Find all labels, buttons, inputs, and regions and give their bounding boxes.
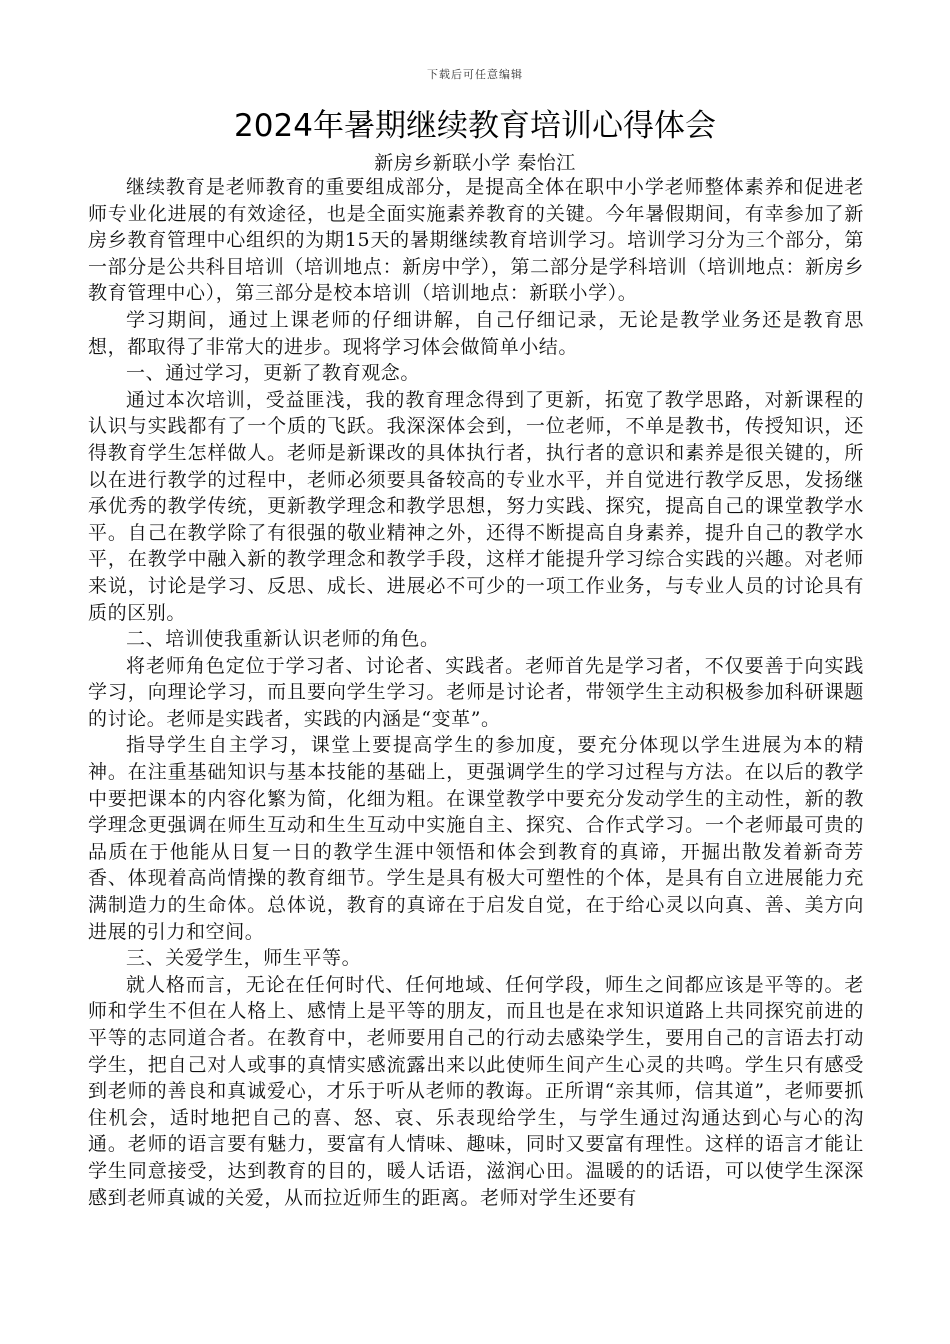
document-body bbox=[88, 174, 864, 1211]
paragraph-section-2b: 指导学生自主学习，课堂上要提高学生的参加度，要充分体现以学生进展为本的精神。在注重基础知识与基本技能的基础上，更强调学生的学习过程与方法。在以后的教学中要把课本的内容化繁为简，化细为粗。在课堂教学中要充分发动学生的主动性，新的教学理念更强调在师生互动和生生互动中实施自主、探究、合作式学习。一个老师最可贵的品质在于他能从日复一日的教学生涯中领悟和体会到教育的真谛，开掘出散发着新奇芳香、体现着高尚情操的教育细节。学生是具有极大可塑性的个体，是具有自立进展能力充满制造力的生命体。总体说，教育的真谛在于启发自觉，在于给心灵以向真、善、美方向进展的引力和空间。 bbox=[88, 734, 864, 943]
header-note: 下载后可任意编辑 bbox=[427, 68, 523, 81]
section-heading-3: 三、关爱学生，师生平等。 bbox=[126, 947, 362, 970]
section-heading-1: 一、通过学习，更新了教育观念。 bbox=[126, 362, 421, 385]
author-line: 新房乡新联小学 秦怡江 bbox=[374, 152, 576, 174]
paragraph-intro: 继续教育是老师教育的重要组成部分，是提高全体在职中小学老师整体素养和促进老师专业化进展的有效途径，也是全面实施素养教育的关键。今年暑假期间，有幸参加了新房乡教育管理中心组织的为期15天的暑期继续教育培训学习。培训学习分为三个部分，第一部分是公共科目培训（培训地点：新房中学），第二部分是学科培训（培训地点：新房乡教育管理中心），第三部分是校本培训（培训地点：新联小学）。 bbox=[88, 176, 864, 305]
section-heading-2: 二、培训使我重新认识老师的角色。 bbox=[126, 628, 440, 651]
paragraph-section-3: 就人格而言，无论在任何时代、任何地域、任何学段，师生之间都应该是平等的。老师和学生不但在人格上、感情上是平等的朋友，而且也是在求知识道路上共同探究前进的平等的志同道合者。在教育中，老师要用自己的行动去感染学生，要用自己的言语去打动学生，把自己对人或事的真情实感流露出来以此使师生间产生心灵的共鸣。学生只有感受到老师的善良和真诚爱心，才乐于听从老师的教诲。正所谓“亲其师，信其道”，老师要抓住机会，适时地把自己的喜、怒、哀、乐表现给学生，与学生通过沟通达到心与心的沟通。老师的语言要有魅力，要富有人情味、趣味，同时又要富有理性。这样的语言才能让学生同意接受，达到教育的目的，暖人话语，滋润心田。温暖的的话语，可以使学生深深感到老师真诚的关爱，从而拉近师生的距离。老师对学生还要有 bbox=[88, 973, 864, 1209]
paragraph-section-1: 通过本次培训，受益匪浅，我的教育理念得到了更新，拓宽了教学思路，对新课程的认识与实践都有了一个质的飞跃。我深深体会到，一位老师，不单是教书，传授知识，还得教育学生怎样做人。老师是新课改的具体执行者，执行者的意识和素养是很关键的，所以在进行教学的过程中，老师必须要具备较高的专业水平，并自觉进行教学反思，发扬继承优秀的教学传统，更新教学理念和教学思想，努力实践、探究，提高自己的课堂教学水平。自己在教学除了有很强的敬业精神之外，还得不断提高自身素养，提升自己的教学水平，在教学中融入新的教学理念和教学手段，这样才能提升学习综合实践的兴趣。对老师来说，讨论是学习、反思、成长、进展必不可少的一项工作业务，与专业人员的讨论具有质的区别。 bbox=[88, 388, 864, 624]
paragraph-section-2a: 将老师角色定位于学习者、讨论者、实践者。老师首先是学习者，不仅要善于向实践学习，向理论学习，而且要向学生学习。老师是讨论者，带领学生主动积极参加科研课题的讨论。老师是实践者，实践的内涵是“变革”。 bbox=[88, 654, 864, 730]
document-title: 2024年暑期继续教育培训心得体会 bbox=[234, 108, 716, 144]
paragraph-summary: 学习期间，通过上课老师的仔细讲解，自己仔细记录，无论是教学业务还是教育思想，都取得了非常大的进步。现将学习体会做简单小结。 bbox=[88, 308, 864, 358]
